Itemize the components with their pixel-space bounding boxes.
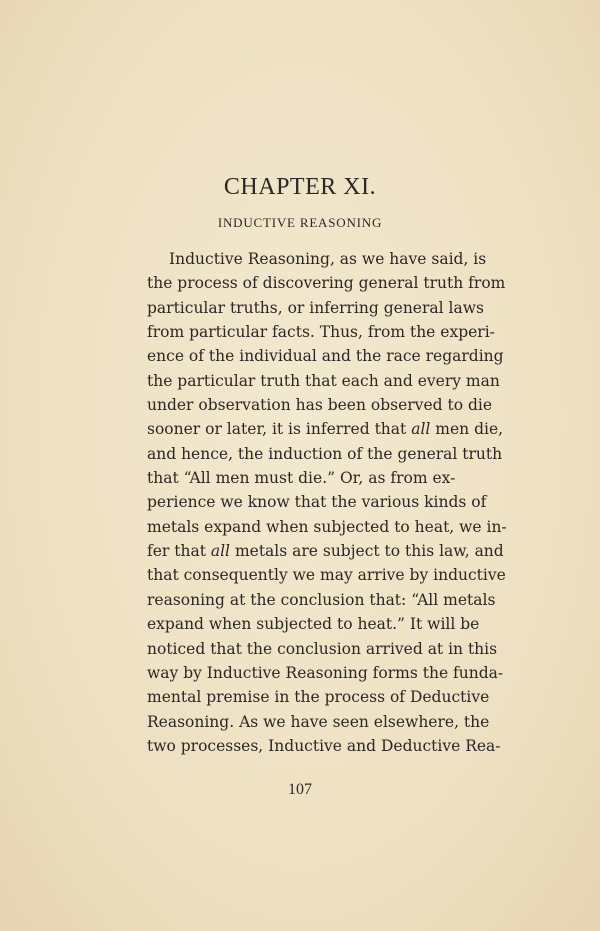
- body-paragraph: [147, 247, 507, 758]
- text-line: perience we know that the various kinds of: [147, 493, 487, 512]
- text-line: noticed that the conclusion arrived at in this: [147, 639, 498, 658]
- emphasis-all: all: [411, 420, 431, 439]
- text-line: fer that all metals are subject to this law, and: [147, 542, 504, 561]
- text-line: two processes, Inductive and Deductive Rea-: [147, 736, 501, 755]
- text-line: that “All men must die.” Or, as from ex-: [147, 469, 456, 488]
- text-line: from particular facts. Thus, from the experi-: [147, 323, 495, 342]
- text-line: Reasoning. As we have seen elsewhere, the: [147, 712, 490, 731]
- chapter-title: CHAPTER XI.: [223, 174, 377, 200]
- text-line: Inductive Reasoning, as we have said, is: [169, 250, 487, 268]
- text-line: the process of discovering general truth from: [147, 274, 506, 293]
- text-line: reasoning at the conclusion that: “All metals: [147, 590, 496, 609]
- text-line: under observation has been observed to die: [147, 396, 493, 415]
- text-line: and hence, the induction of the general truth: [147, 444, 503, 463]
- section-title: INDUCTIVE REASONING: [217, 215, 383, 230]
- page-number: 107: [288, 781, 312, 798]
- text-line: ence of the individual and the race regarding: [147, 347, 504, 366]
- text-line: metals expand when subjected to heat, we in-: [147, 517, 507, 536]
- text-line: that consequently we may arrive by inductive: [147, 566, 506, 585]
- emphasis-all: all: [210, 542, 231, 561]
- text-line: way by Inductive Reasoning forms the funda-: [147, 663, 504, 682]
- text-line: the particular truth that each and every man: [147, 371, 500, 390]
- text-line: particular truths, or inferring general laws: [147, 298, 484, 317]
- text-line: mental premise in the process of Deductive: [147, 688, 490, 707]
- text-line: sooner or later, it is inferred that all men die,: [147, 420, 504, 439]
- text-line: expand when subjected to heat.” It will be: [147, 615, 480, 634]
